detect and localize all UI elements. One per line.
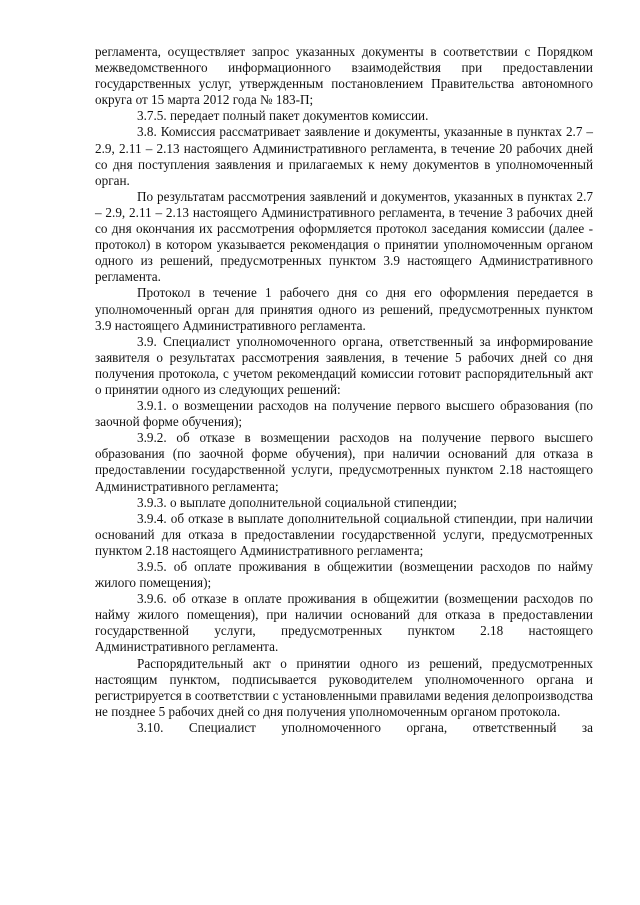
paragraph-regulation-request: регламента, осуществляет запрос указанных документы в соответствии с Порядком межведомственного информационного взаимодействия при предоставлении государственных услуг, утвержденным постановлением Правительства автономного округа от 15 марта 2012 года № 183-П; [95,44,593,108]
paragraph-review-results: По результатам рассмотрения заявлений и документов, указанных в пунктах 2.7 – 2.9, 2.11 – 2.13 настоящего Административного регламента, в течение 3 рабочих дней со дня окончания их рассмотрения оформляется протокол заседания комиссии (далее - протокол) в котором указывается рекомендация о принятии уполномоченным органом одного из решений, предусмотренных пунктом 3.9 настоящего Административного регламента. [95,188,593,285]
paragraph-3-9-4: 3.9.4. об отказе в выплате дополнительной социальной стипендии, при наличии оснований для отказа в предоставлении государственной услуги, предусмотренных пунктом 2.18 настоящего Административного регламента; [95,510,593,558]
paragraph-3-9-6: 3.9.6. об отказе в оплате проживания в общежитии (возмещении расходов по найму жилого помещения), при наличии оснований для отказа в предоставлении государственной услуги, предусмотренных пунктом 2.18 настоящего Административного регламента. [95,591,593,655]
document-body [95,44,593,736]
paragraph-3-8: 3.8. Комиссия рассматривает заявление и документы, указанные в пунктах 2.7 – 2.9, 2.11 – 2.13 настоящего Административного регламента, в течение 20 рабочих дней со дня поступления заявления и прилагаемых к нему документов в уполномоченный орган. [95,124,593,188]
paragraph-3-10: 3.10. Специалист уполномоченного органа, ответственный за [137,719,593,735]
paragraph-administrative-act: Распорядительный акт о принятии одного из решений, предусмотренных настоящим пунктом, подписывается руководителем уполномоченного органа и регистрируется в соответствии с установленными правилами ведения делопроизводства не позднее 5 рабочих дней со дня получения уполномоченным органом протокола. [95,655,593,719]
paragraph-3-7-5: 3.7.5. передает полный пакет документов комиссии. [137,108,429,124]
paragraph-protocol-transfer: Протокол в течение 1 рабочего дня со дня его оформления передается в уполномоченный орган для принятия одного из решений, предусмотренных пунктом 3.9 настоящего Административного регламента. [95,285,593,333]
paragraph-3-9-5: 3.9.5. об оплате проживания в общежитии (возмещении расходов по найму жилого помещения); [95,559,593,591]
paragraph-3-9-2: 3.9.2. об отказе в возмещении расходов на получение первого высшего образования (по заочной форме обучения), при наличии оснований для отказа в предоставлении государственной услуги, предусмотренных пунктом 2.18 настоящего Административного регламента; [95,430,593,494]
paragraph-3-9-3: 3.9.3. о выплате дополнительной социальной стипендии; [137,494,457,510]
paragraph-3-9: 3.9. Специалист уполномоченного органа, ответственный за информирование заявителя о результатах рассмотрения заявления, в течение 5 рабочих дней со дня получения протокола, с учетом рекомендаций комиссии готовит распорядительный акт о принятии одного из следующих решений: [95,333,593,397]
paragraph-3-9-1: 3.9.1. о возмещении расходов на получение первого высшего образования (по заочной форме обучения); [95,398,593,430]
